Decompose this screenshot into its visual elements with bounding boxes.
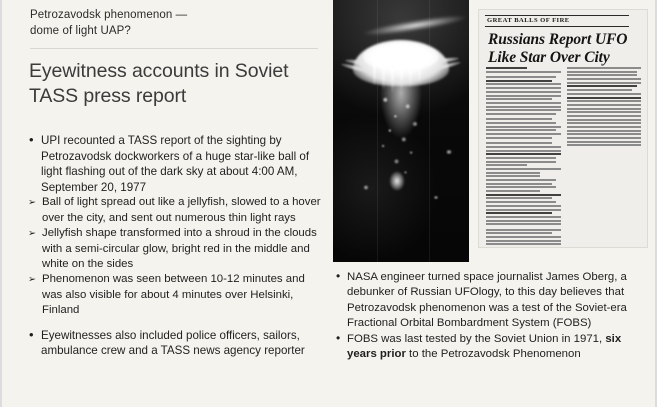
clipping-body — [486, 67, 641, 247]
bullet-item — [335, 270, 653, 332]
sub-bullet-list — [28, 195, 324, 318]
light-speck — [433, 196, 439, 199]
newsprint-line — [567, 133, 642, 135]
newsprint-line — [486, 95, 561, 97]
newsprint-lines — [567, 67, 642, 146]
newsprint-line — [486, 87, 561, 89]
light-speck — [363, 185, 369, 190]
newsprint-line — [486, 161, 556, 163]
newsprint-line — [486, 102, 561, 104]
bullet-text-emphasis: six years prior — [347, 332, 622, 361]
newsprint-line — [567, 97, 642, 99]
newsprint-line — [486, 209, 561, 211]
newsprint-line — [567, 82, 642, 84]
newsprint-line — [486, 80, 552, 82]
photo-scan-line — [429, 0, 430, 262]
newsprint-line — [486, 113, 556, 115]
clipping-column-left — [486, 67, 561, 247]
clipping-headline-line2: Like Star Over City — [488, 48, 610, 66]
newsprint-line — [486, 157, 556, 159]
newsprint-line — [486, 229, 561, 231]
sub-bullet-marker-icon: ➢ — [28, 197, 36, 209]
newsprint-line — [486, 168, 561, 170]
newsprint-line — [567, 115, 642, 117]
newsprint-line — [486, 223, 561, 225]
bullet-marker-icon: • — [29, 132, 34, 147]
newsprint-line — [486, 220, 561, 222]
newsprint-line — [567, 126, 642, 128]
newsprint-line — [486, 186, 556, 188]
left-bullet-list — [28, 133, 324, 359]
newsprint-line — [486, 122, 556, 124]
newsprint-line — [486, 201, 556, 203]
newsprint-line — [486, 194, 561, 196]
newsprint-line — [486, 109, 561, 111]
newsprint-line — [486, 83, 561, 85]
petrozavodsk-jellyfish-photo — [333, 0, 469, 262]
newsprint-line — [567, 93, 642, 95]
newsprint-line — [486, 76, 556, 78]
clipping-headline-line1: Russians Report UFO — [488, 31, 628, 48]
newsprint-line — [486, 129, 556, 131]
newsprint-line — [486, 146, 561, 148]
newsprint-line — [486, 137, 552, 139]
sub-bullet-item — [28, 226, 324, 272]
newsprint-line — [567, 122, 642, 124]
bullet-marker-icon: • — [336, 330, 341, 345]
bullet-marker-icon: • — [29, 326, 34, 342]
newsprint-line — [567, 78, 642, 80]
newsprint-line — [486, 126, 561, 128]
newsprint-line — [567, 119, 642, 121]
clipping-headline — [488, 31, 638, 66]
newsprint-line — [486, 232, 552, 234]
newsprint-line — [486, 133, 561, 135]
newsprint-line — [486, 183, 552, 185]
newsprint-line — [486, 118, 552, 120]
newsprint-line — [486, 236, 561, 238]
newsprint-line — [486, 172, 540, 174]
clipping-column-right — [567, 67, 642, 247]
newsprint-line — [486, 150, 561, 152]
newsprint-line — [486, 67, 527, 69]
newsprint-line — [486, 216, 561, 218]
newsprint-line — [486, 175, 540, 177]
sub-bullet-marker-icon: ➢ — [28, 274, 36, 286]
newsprint-line — [567, 130, 642, 132]
newsprint-line — [486, 212, 552, 214]
right-bullet-list — [335, 270, 653, 362]
bullet-spacer — [28, 319, 324, 328]
sub-bullet-text: Jellyfish shape transformed into a shroud in the clouds with a semi-circular glow, bright red in the middle and white on the sides — [42, 227, 317, 270]
newsprint-lines — [486, 67, 561, 245]
newsprint-line — [486, 190, 540, 192]
newsprint-line — [486, 179, 556, 181]
kicker-divider — [30, 48, 318, 49]
newsprint-line — [486, 71, 561, 73]
newsprint-line — [567, 111, 642, 113]
bullet-text: NASA engineer turned space journalist James Oberg, a debunker of Russian UFOlogy, to this day believes that Petrozavodsk phenomenon was a test of the Soviet-era Fractional Orbital Bombardment System (FOBS) — [347, 271, 627, 330]
newsprint-line — [567, 74, 637, 76]
newsprint-line — [486, 91, 561, 93]
bullet-marker-icon: • — [336, 269, 341, 283]
slide-kicker-line: Petrozavodsk phenomenon — — [30, 9, 188, 21]
newsprint-line — [486, 243, 561, 245]
newsprint-line — [567, 104, 642, 106]
sub-bullet-text: Phenomenon was seen between 10-12 minutes and was also visible for about 4 minutes over Helsinki, Finland — [42, 273, 305, 317]
bullet-text: FOBS was last tested by the Soviet Union in 1971, — [347, 332, 606, 345]
newsprint-line — [567, 137, 642, 139]
newsprint-line — [567, 71, 637, 73]
bullet-item — [335, 332, 653, 363]
newsprint-line — [567, 67, 642, 69]
newsprint-line — [567, 144, 642, 146]
newsprint-line — [486, 240, 561, 242]
sub-bullet-marker-icon: ➢ — [28, 228, 36, 240]
newspaper-clipping — [479, 10, 647, 247]
newsprint-line — [486, 153, 561, 155]
slide-kicker-line: dome of light UAP? — [30, 25, 131, 37]
sub-bullet-item — [28, 272, 324, 318]
bullet-text: UPI recounted a TASS report of the sighting by Petrozavodsk dockworkers of a huge star-like ball of light flashing out of the dark sky at about 4:00 AM, September 20, 1977 — [41, 134, 310, 194]
slide-kicker — [30, 7, 310, 39]
newsprint-line — [486, 197, 552, 199]
newsprint-line — [486, 142, 552, 144]
sub-bullet-item — [28, 195, 324, 226]
light-speck — [445, 150, 453, 154]
newsprint-line — [567, 108, 642, 110]
bullet-text: to the Petrozavodsk Phenomenon — [405, 348, 581, 361]
clipping-kicker-box — [485, 15, 629, 27]
newsprint-line — [567, 100, 642, 102]
clipping-kicker: GREAT BALLS OF FIRE — [487, 17, 570, 24]
bright-blob — [390, 172, 404, 190]
newsprint-line — [486, 98, 552, 100]
newsprint-line — [486, 164, 527, 166]
newsprint-line — [567, 85, 637, 87]
newsprint-line — [567, 89, 633, 91]
page-title: Eyewitness accounts in Soviet TASS press report — [29, 60, 289, 107]
newsprint-line — [486, 205, 561, 207]
newsprint-line — [486, 106, 561, 108]
sub-bullet-text: Ball of light spread out like a jellyfish, slowed to a hover over the city, and sent out numerous thin light rays — [42, 196, 321, 224]
bullet-item — [28, 133, 324, 195]
newsprint-line — [567, 141, 642, 143]
bullet-text: Eyewitnesses also included police officers, sailors, ambulance crew and a TASS news agency reporter — [41, 328, 305, 358]
bullet-item — [28, 328, 324, 359]
